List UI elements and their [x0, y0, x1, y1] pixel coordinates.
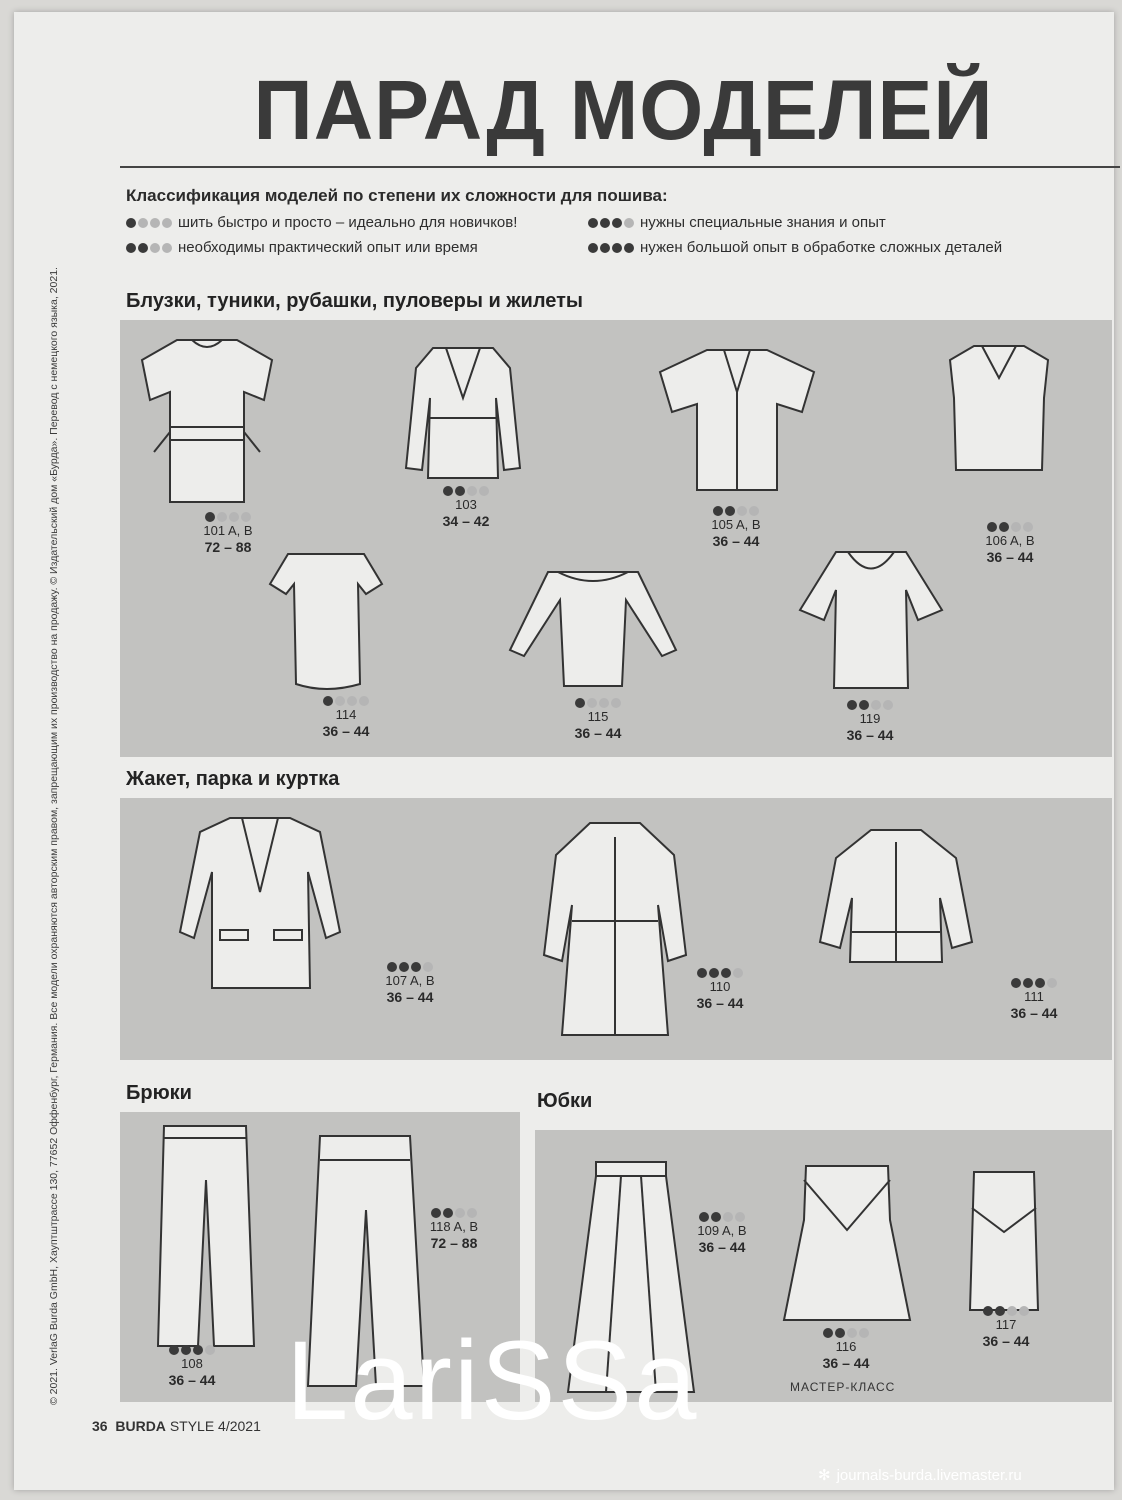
- model-number: 106 A, B: [985, 533, 1035, 548]
- model-116: [796, 1328, 896, 1371]
- legend-level-4: [588, 239, 1002, 256]
- model-size: 36 – 44: [712, 532, 760, 549]
- model-111: [984, 978, 1084, 1021]
- legend-level-3: [588, 214, 886, 231]
- model-number: 119: [859, 711, 881, 726]
- model-109: [672, 1212, 772, 1255]
- page-number: 36: [92, 1418, 108, 1434]
- model-size: 36 – 44: [986, 548, 1034, 565]
- legend-text: необходимы практический опыт или время: [178, 239, 478, 256]
- difficulty-dots: [126, 243, 172, 253]
- model-number: 101 A, B: [203, 523, 253, 538]
- sketch-103-icon: [398, 338, 528, 486]
- snowflake-icon: ✻: [818, 1467, 831, 1484]
- model-115: [548, 698, 648, 741]
- sketch-116-icon: [782, 1160, 912, 1328]
- section-heading-jackets: Жакет, парка и куртка: [126, 768, 340, 790]
- model-size: 36 – 44: [322, 722, 370, 739]
- page-title: ПАРАД МОДЕЛЕЙ: [253, 63, 994, 157]
- model-103: [416, 486, 516, 529]
- sketch-111-icon: [816, 822, 976, 980]
- issue-label: STYLE 4/2021: [169, 1418, 261, 1434]
- watermark-text: LariSSa: [286, 1318, 699, 1443]
- model-106: [960, 522, 1060, 565]
- legend-text: нужны специальные знания и опыт: [640, 214, 886, 231]
- legend-text: шить быстро и просто – идеально для новичков!: [178, 214, 518, 231]
- header-rule: [120, 166, 1120, 168]
- page-footer: [92, 1418, 261, 1434]
- watermark-url: journals-burda.livemaster.ru: [836, 1466, 1022, 1484]
- sketch-105-icon: [652, 342, 822, 492]
- model-size: 36 – 44: [1010, 1004, 1058, 1021]
- model-108: [142, 1345, 242, 1388]
- model-119: [820, 700, 920, 743]
- model-number: 110: [709, 979, 731, 994]
- model-105: [686, 506, 786, 549]
- legend-level-1: [126, 214, 517, 231]
- model-size: 36 – 44: [822, 1354, 870, 1371]
- difficulty-dots: [588, 218, 634, 228]
- legend-text: нужен большой опыт в обработке сложных деталей: [640, 239, 1003, 256]
- model-101: [178, 512, 278, 555]
- sketch-108-icon: [150, 1120, 260, 1350]
- copyright-side-text: © 2021. VerlaG Burda GmbH, Хауптштрассе 130, 77652 Оффенбург, Германия. Все модели охраняются авторским правом, запрещающим их производство на продажу. © Издательский дом «Бурда». Перевод с немецкого языка, 2021.: [48, 267, 60, 1405]
- section-heading-trousers: Брюки: [126, 1082, 192, 1104]
- model-size: 36 – 44: [846, 726, 894, 743]
- sketch-117-icon: [964, 1168, 1044, 1314]
- sketch-119-icon: [796, 540, 946, 690]
- legend-level-2: [126, 239, 478, 256]
- model-size: 72 – 88: [204, 538, 252, 555]
- model-number: 114: [335, 707, 357, 722]
- model-114: [296, 696, 396, 739]
- section-heading-blouses: Блузки, туники, рубашки, пуловеры и жилеты: [126, 290, 583, 312]
- sketch-101-icon: [132, 332, 282, 510]
- classification-heading: Классификация моделей по степени их сложности для пошива:: [126, 186, 668, 205]
- model-number: 105 A, B: [711, 517, 761, 532]
- model-number: 111: [1024, 989, 1044, 1004]
- model-number: 107 A, B: [385, 973, 435, 988]
- model-size: 36 – 44: [982, 1332, 1030, 1349]
- model-size: 36 – 44: [696, 994, 744, 1011]
- model-size: 36 – 44: [168, 1371, 216, 1388]
- model-size: 36 – 44: [574, 724, 622, 741]
- model-number: 108: [181, 1356, 203, 1371]
- sketch-115-icon: [508, 560, 678, 690]
- model-size: 36 – 44: [386, 988, 434, 1005]
- model-size: 34 – 42: [442, 512, 490, 529]
- model-number: 118 A, B: [429, 1219, 479, 1234]
- model-number: 116: [835, 1339, 857, 1354]
- brand-name: BURDA: [115, 1418, 166, 1434]
- model-number: 115: [587, 709, 609, 724]
- difficulty-dots: [126, 218, 172, 228]
- model-number: 109 A, B: [697, 1223, 747, 1238]
- sketch-107-icon: [150, 812, 370, 992]
- difficulty-dots: [588, 243, 634, 253]
- model-117: [956, 1306, 1056, 1349]
- model-size: 72 – 88: [430, 1234, 478, 1251]
- sketch-110-icon: [540, 815, 690, 1047]
- master-class-label: МАСТЕР-КЛАСС: [790, 1380, 896, 1394]
- section-heading-skirts: Юбки: [537, 1090, 593, 1112]
- sketch-114-icon: [266, 544, 386, 694]
- model-size: 36 – 44: [698, 1238, 746, 1255]
- sketch-106-icon: [944, 338, 1054, 476]
- model-110: [670, 968, 770, 1011]
- model-number: 103: [455, 497, 477, 512]
- model-number: 117: [995, 1317, 1017, 1332]
- model-107: [360, 962, 460, 1005]
- watermark-site: [818, 1466, 1022, 1484]
- model-118: [404, 1208, 504, 1251]
